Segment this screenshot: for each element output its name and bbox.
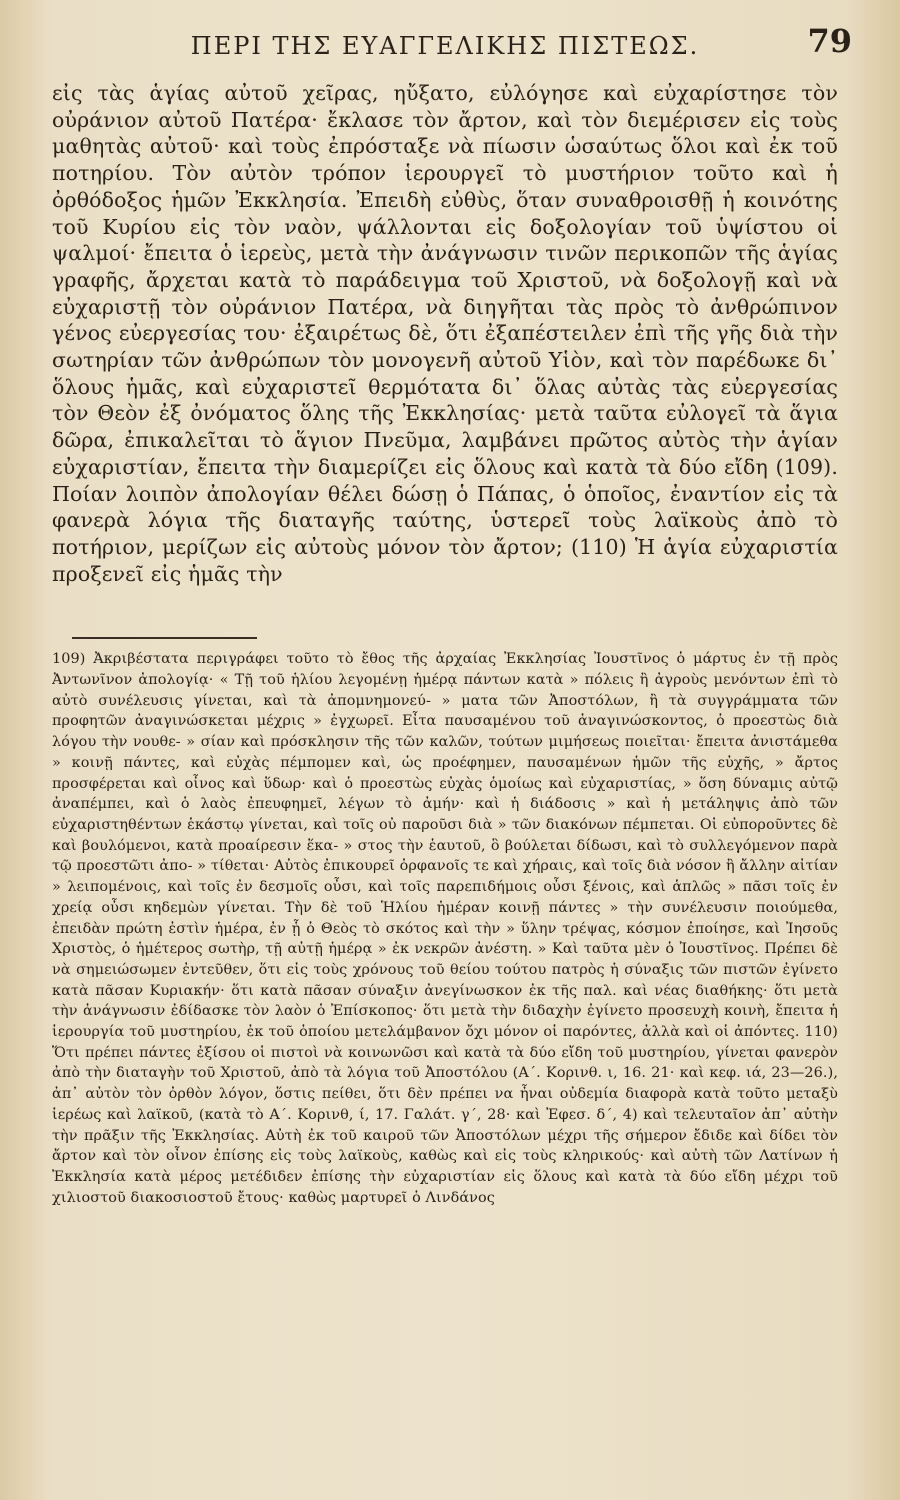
main-text-block	[52, 80, 838, 587]
footnotes-text: 109) Ἀκριβέστατα περιγράφει τοῦτο τὸ ἔθος τῆς ἀρχαίας Ἐκκλησίας Ἰουστῖνος ὁ μάρτυς ἐν τῇ πρὸς Ἀντωνῖνον ἀπολογίᾳ· « Τῇ τοῦ ἡλίου λεγομένῃ ἡμέρᾳ πάντων κατὰ » πόλεις ἢ ἀγροὺς μενόντων ἐπὶ τὸ αὐτὸ συνέλευσις γίνεται, καὶ τὰ ἀπομνημονεύ- » ματα τῶν Ἀποστόλων, ἢ τὰ συγγράμματα τῶν προφητῶν ἀναγινώσκεται μέχρις » ἐγχωρεῖ. Εἶτα παυσαμένου τοῦ ἀναγινώσκοντος, ὁ προεστὼς διὰ λόγου τὴν νουθε- » σίαν καὶ πρόσκλησιν τῆς τῶν καλῶν, τούτων μιμήσεως ποιεῖται· ἔπειτα ἀνιστάμεθα » κοινῇ πάντες, καὶ εὐχὰς πέμπομεν καὶ, ὡς προέφημεν, παυσαμένων ἡμῶν τῆς εὐχῆς, » ἄρτος προσφέρεται καὶ οἶνος καὶ ὕδωρ· καὶ ὁ προεστὼς εὐχὰς ὁμοίως καὶ εὐχαριστίας, » ὅση δύναμις αὐτῷ ἀναπέμπει, καὶ ὁ λαὸς ἐπευφημεῖ, λέγων τὸ ἀμήν· καὶ ἡ διάδοσις » καὶ ἡ μετάληψις ἀπὸ τῶν εὐχαριστηθέντων ἑκάστῳ γίνεται, καὶ τοῖς οὐ παροῦσι διὰ » τῶν διακόνων πέμπεται. Οἱ εὐποροῦντες δὲ καὶ βουλόμενοι, κατὰ προαίρεσιν ἕκα- » στος τὴν ἑαυτοῦ, ὃ βούλεται δίδωσι, καὶ τὸ συλλεγόμενον παρὰ τῷ προεστῶτι ἀπο- » τίθεται· Αὐτὸς ἐπικουρεῖ ὀρφανοῖς τε καὶ χήραις, καὶ τοῖς διὰ νόσον ἢ ἄλλην αἰτίαν » λειπομένοις, καὶ τοῖς ἐν δεσμοῖς οὖσι, καὶ τοῖς παρεπιδήμοις οὖσι ξένοις, καὶ ἁπλῶς » πᾶσι τοῖς ἐν χρείᾳ οὖσι κηδεμὼν γίνεται. Τὴν δὲ τοῦ Ἡλίου ἡμέραν κοινῇ πάντες » τὴν συνέλευσιν ποιούμεθα, ἐπειδὰν πρώτη ἐστὶν ἡμέρα, ἐν ᾗ ὁ Θεὸς τὸ σκότος καὶ τὴν » ὕλην τρέψας, κόσμον ἐποίησε, καὶ Ἰησοῦς Χριστὸς, ὁ ἡμέτερος σωτὴρ, τῇ αὐτῇ ἡμέρᾳ » ἐκ νεκρῶν ἀνέστη. » Καὶ ταῦτα μὲν ὁ Ἰουστῖνος. Πρέπει δὲ νὰ σημειώσωμεν ἐντεῦθεν, ὅτι εἰς τοὺς χρόνους τοῦ θείου τούτου πατρὸς ἡ σύναξις τῶν πιστῶν ἐγίνετο κατὰ πᾶσαν Κυριακήν· ὅτι κατὰ πᾶσαν σύναξιν ἀνεγίνωσκον ἐκ τῆς παλ. καὶ νέας διαθήκης· ὅτι μετὰ τὴν ἀνάγνωσιν ἐδίδασκε τὸν λαὸν ὁ Ἐπίσκοπος· ὅτι μετὰ τὴν διδαχὴν ἐγίνετο προσευχὴ κοινὴ, ἔπειτα ἡ ἱερουργία τοῦ μυστηρίου, ἐκ τοῦ ὁποίου μετελάμβανον ὄχι μόνον οἱ παρόντες, ἀλλὰ καὶ οἱ ἀπόντες. 110) Ὅτι πρέπει πάντες ἐξίσου οἱ πιστοὶ νὰ κοινωνῶσι καὶ κατὰ τὰ δύο εἴδη τοῦ μυστηρίου, γίνεται φανερὸν ἀπὸ τὴν διαταγὴν τοῦ Χριστοῦ, ἀπὸ τὰ λόγια τοῦ Ἀποστόλου (Α΄. Κορινθ. ι, 16. 21· καὶ κεφ. ιά, 23—26.), ἀπ᾽ αὐτὸν τὸν ὀρθὸν λόγον, ὅστις πείθει, ὅτι δὲν πρέπει να ἦναι οὐδεμία διαφορὰ κατὰ τοῦτο μεταξὺ ἱερέως καὶ λαϊκοῦ, (κατὰ τὸ Α΄. Κορινθ, ί, 17. Γαλάτ. γ΄, 28· καὶ Ἐφεσ. δ΄, 4) καὶ τελευταῖον ἀπ᾽ αὐτὴν τὴν πρᾶξιν τῆς Ἐκκλησίας. Αὐτὴ ἐκ τοῦ καιροῦ τῶν Ἀποστόλων μέχρι τῆς σήμερον ἔδιδε καὶ δίδει τὸν ἄρτον καὶ τὸν οἶνον ἐπίσης εἰς τοὺς λαϊκοὺς, καθὼς καὶ εἰς τοὺς κληρικούς· καὶ αὐτὴ τῶν Λατίνων ἡ Ἐκκλησία κατὰ μέρος μετέδιδεν ἐπίσης τὴν εὐχαριστίαν εἰς ὅλους καὶ κατὰ τὰ δύο εἴδη μέχρι τοῦ χιλιοστοῦ διακοσιοστοῦ ἔτους· καθὼς μαρτυρεῖ ὁ Λινδάνος	[52, 651, 838, 1206]
main-paragraph: εἰς τὰς ἁγίας αὐτοῦ χεῖρας, ηὔξατο, εὐλόγησε καὶ εὐχαρίστησε τὸν οὐράνιον αὐτοῦ Πατέρα· ἔκλασε τὸν ἄρτον, καὶ τὸν διεμέρισεν εἰς τοὺς μαθητὰς αὐτοῦ· καὶ τοὺς ἐπρόσταξε νὰ πίωσιν ὡσαύτως ὅλοι καὶ ἐκ τοῦ ποτηρίου. Τὸν αὐτὸν τρόπον ἱερουργεῖ τὸ μυστήριον τοῦτο καὶ ἡ ὀρθόδοξος ἡμῶν Ἐκκλησία. Ἐπειδὴ εὐθὺς, ὅταν συναθροισθῇ ἡ κοινότης τοῦ Κυρίου εἰς τὸν ναὸν, ψάλλονται εἰς δοξολογίαν τοῦ ὑψίστου οἱ ψαλμοί· ἔπειτα ὁ ἱερεὺς, μετὰ τὴν ἀνάγνωσιν τινῶν περικοπῶν τῆς ἁγίας γραφῆς, ἄρχεται κατὰ τὸ παράδειγμα τοῦ Χριστοῦ, νὰ δοξολογῇ καὶ νὰ εὐχαριστῇ τὸν οὐράνιον Πατέρα, νὰ διηγῆται τὰς πρὸς τὸ ἀνθρώπινον γένος εὐεργεσίας του· ἐξαιρέτως δὲ, ὅτι ἐξαπέστειλεν ἐπὶ τῆς γῆς διὰ τὴν σωτηρίαν τῶν ἀνθρώπων τὸν μονογενῆ αὐτοῦ Υἱὸν, καὶ τὸν παρέδωκε δι᾽ ὅλους ἡμᾶς, καὶ εὐχαριστεῖ θερμότατα δι᾽ ὅλας αὐτὰς τὰς εὐεργεσίας τὸν Θεὸν ἐξ ὀνόματος ὅλης τῆς Ἐκκλησίας· μετὰ ταῦτα εὐλογεῖ τὰ ἅγια δῶρα, ἐπικαλεῖται τὸ ἅγιον Πνεῦμα, λαμβάνει πρῶτος αὐτὸς τὴν ἁγίαν εὐχαριστίαν, ἔπειτα τὴν διαμερίζει εἰς ὅλους καὶ κατὰ τὰ δύο εἴδη (109). Ποίαν λοιπὸν ἀπολογίαν θέλει δώσῃ ὁ Πάπας, ὁ ὁποῖος, ἐναντίον εἰς τὰ φανερὰ λόγια τῆς διαταγῆς ταύτης, ὑστερεῖ τοὺς λαϊκοὺς ἀπὸ τὸ ποτήριον, μερίζων εἰς αὐτοὺς μόνον τὸν ἄρτον; (110) Ἡ ἁγία εὐχαριστία προξενεῖ εἰς ἡμᾶς τὴν	[52, 81, 838, 586]
footnote-separator	[72, 637, 257, 639]
page-header	[52, 22, 852, 66]
footnotes-block	[52, 649, 838, 1208]
running-title: ΠΕΡΙ ΤΗΣ ΕΥΑΓΓΕΛΙΚΗΣ ΠΙΣΤΕΩΣ.	[190, 32, 700, 60]
page-number: 79	[807, 22, 852, 60]
